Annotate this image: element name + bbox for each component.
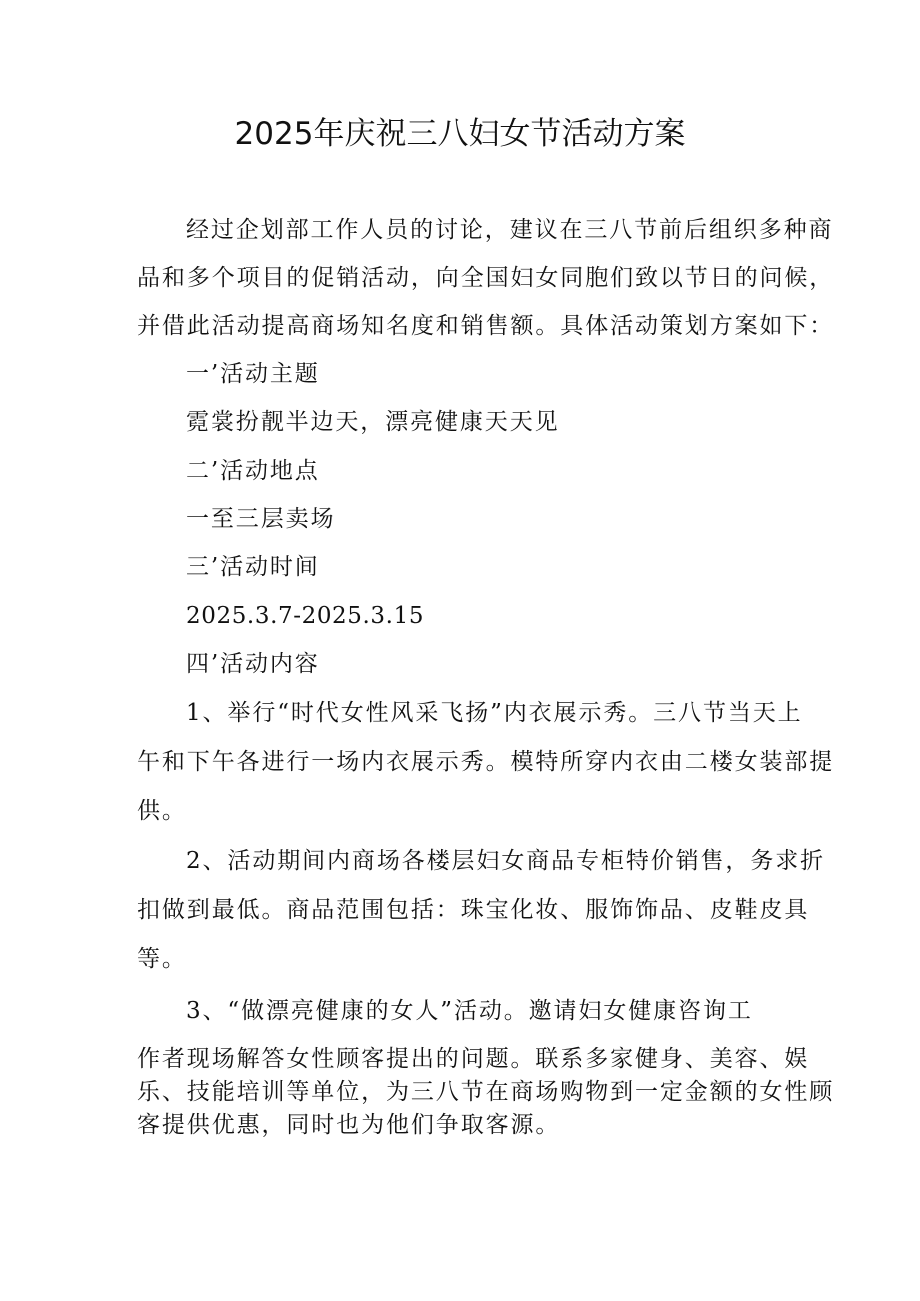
item3-line-1: 3、“做漂亮健康的女人”活动。邀请妇女健康咨询工: [186, 998, 753, 1024]
intro-line-3: 并借此活动提高商场知名度和销售额。具体活动策划方案如下：: [137, 313, 835, 339]
section-text-location: 一至三层卖场: [186, 506, 336, 532]
item3-line-3: 乐、技能培训等单位，为三八节在商场购物到一定金额的女性顾: [137, 1079, 835, 1105]
item2-line-3: 等。: [137, 946, 187, 972]
item2-line-2: 扣做到最低。商品范围包括：珠宝化妆、服饰饰品、皮鞋皮具: [137, 897, 810, 923]
item1-line-2: 午和下午各进行一场内衣展示秀。模特所穿内衣由二楼女装部提: [137, 749, 835, 775]
intro-line-2: 品和多个项目的促销活动，向全国妇女同胞们致以节日的问候，: [137, 265, 835, 291]
section-heading-time: 三’活动时间: [186, 554, 320, 580]
document-title: 2025年庆祝三八妇女节活动方案: [234, 116, 686, 152]
section-heading-location: 二’活动地点: [186, 458, 320, 484]
item1-line-1: 1、举行“时代女性风采飞扬”内衣展示秀。三八节当天上: [186, 700, 803, 726]
item3-line-2: 作者现场解答女性顾客提出的问题。联系多家健身、美容、娱: [137, 1046, 810, 1072]
section-heading-content: 四’活动内容: [186, 651, 320, 677]
intro-line-1: 经过企划部工作人员的讨论，建议在三八节前后组织多种商: [186, 217, 834, 243]
section-heading-theme: 一’活动主题: [186, 361, 320, 387]
item1-line-3: 供。: [137, 798, 187, 824]
section-text-time: 2025.3.7-2025.3.15: [186, 603, 425, 629]
item2-line-1: 2、活动期间内商场各楼层妇女商品专柜特价销售，务求折: [186, 848, 826, 874]
item3-line-4: 客提供优惠，同时也为他们争取客源。: [137, 1112, 561, 1138]
section-text-theme: 霓裳扮靓半边天，漂亮健康天天见: [186, 409, 560, 435]
